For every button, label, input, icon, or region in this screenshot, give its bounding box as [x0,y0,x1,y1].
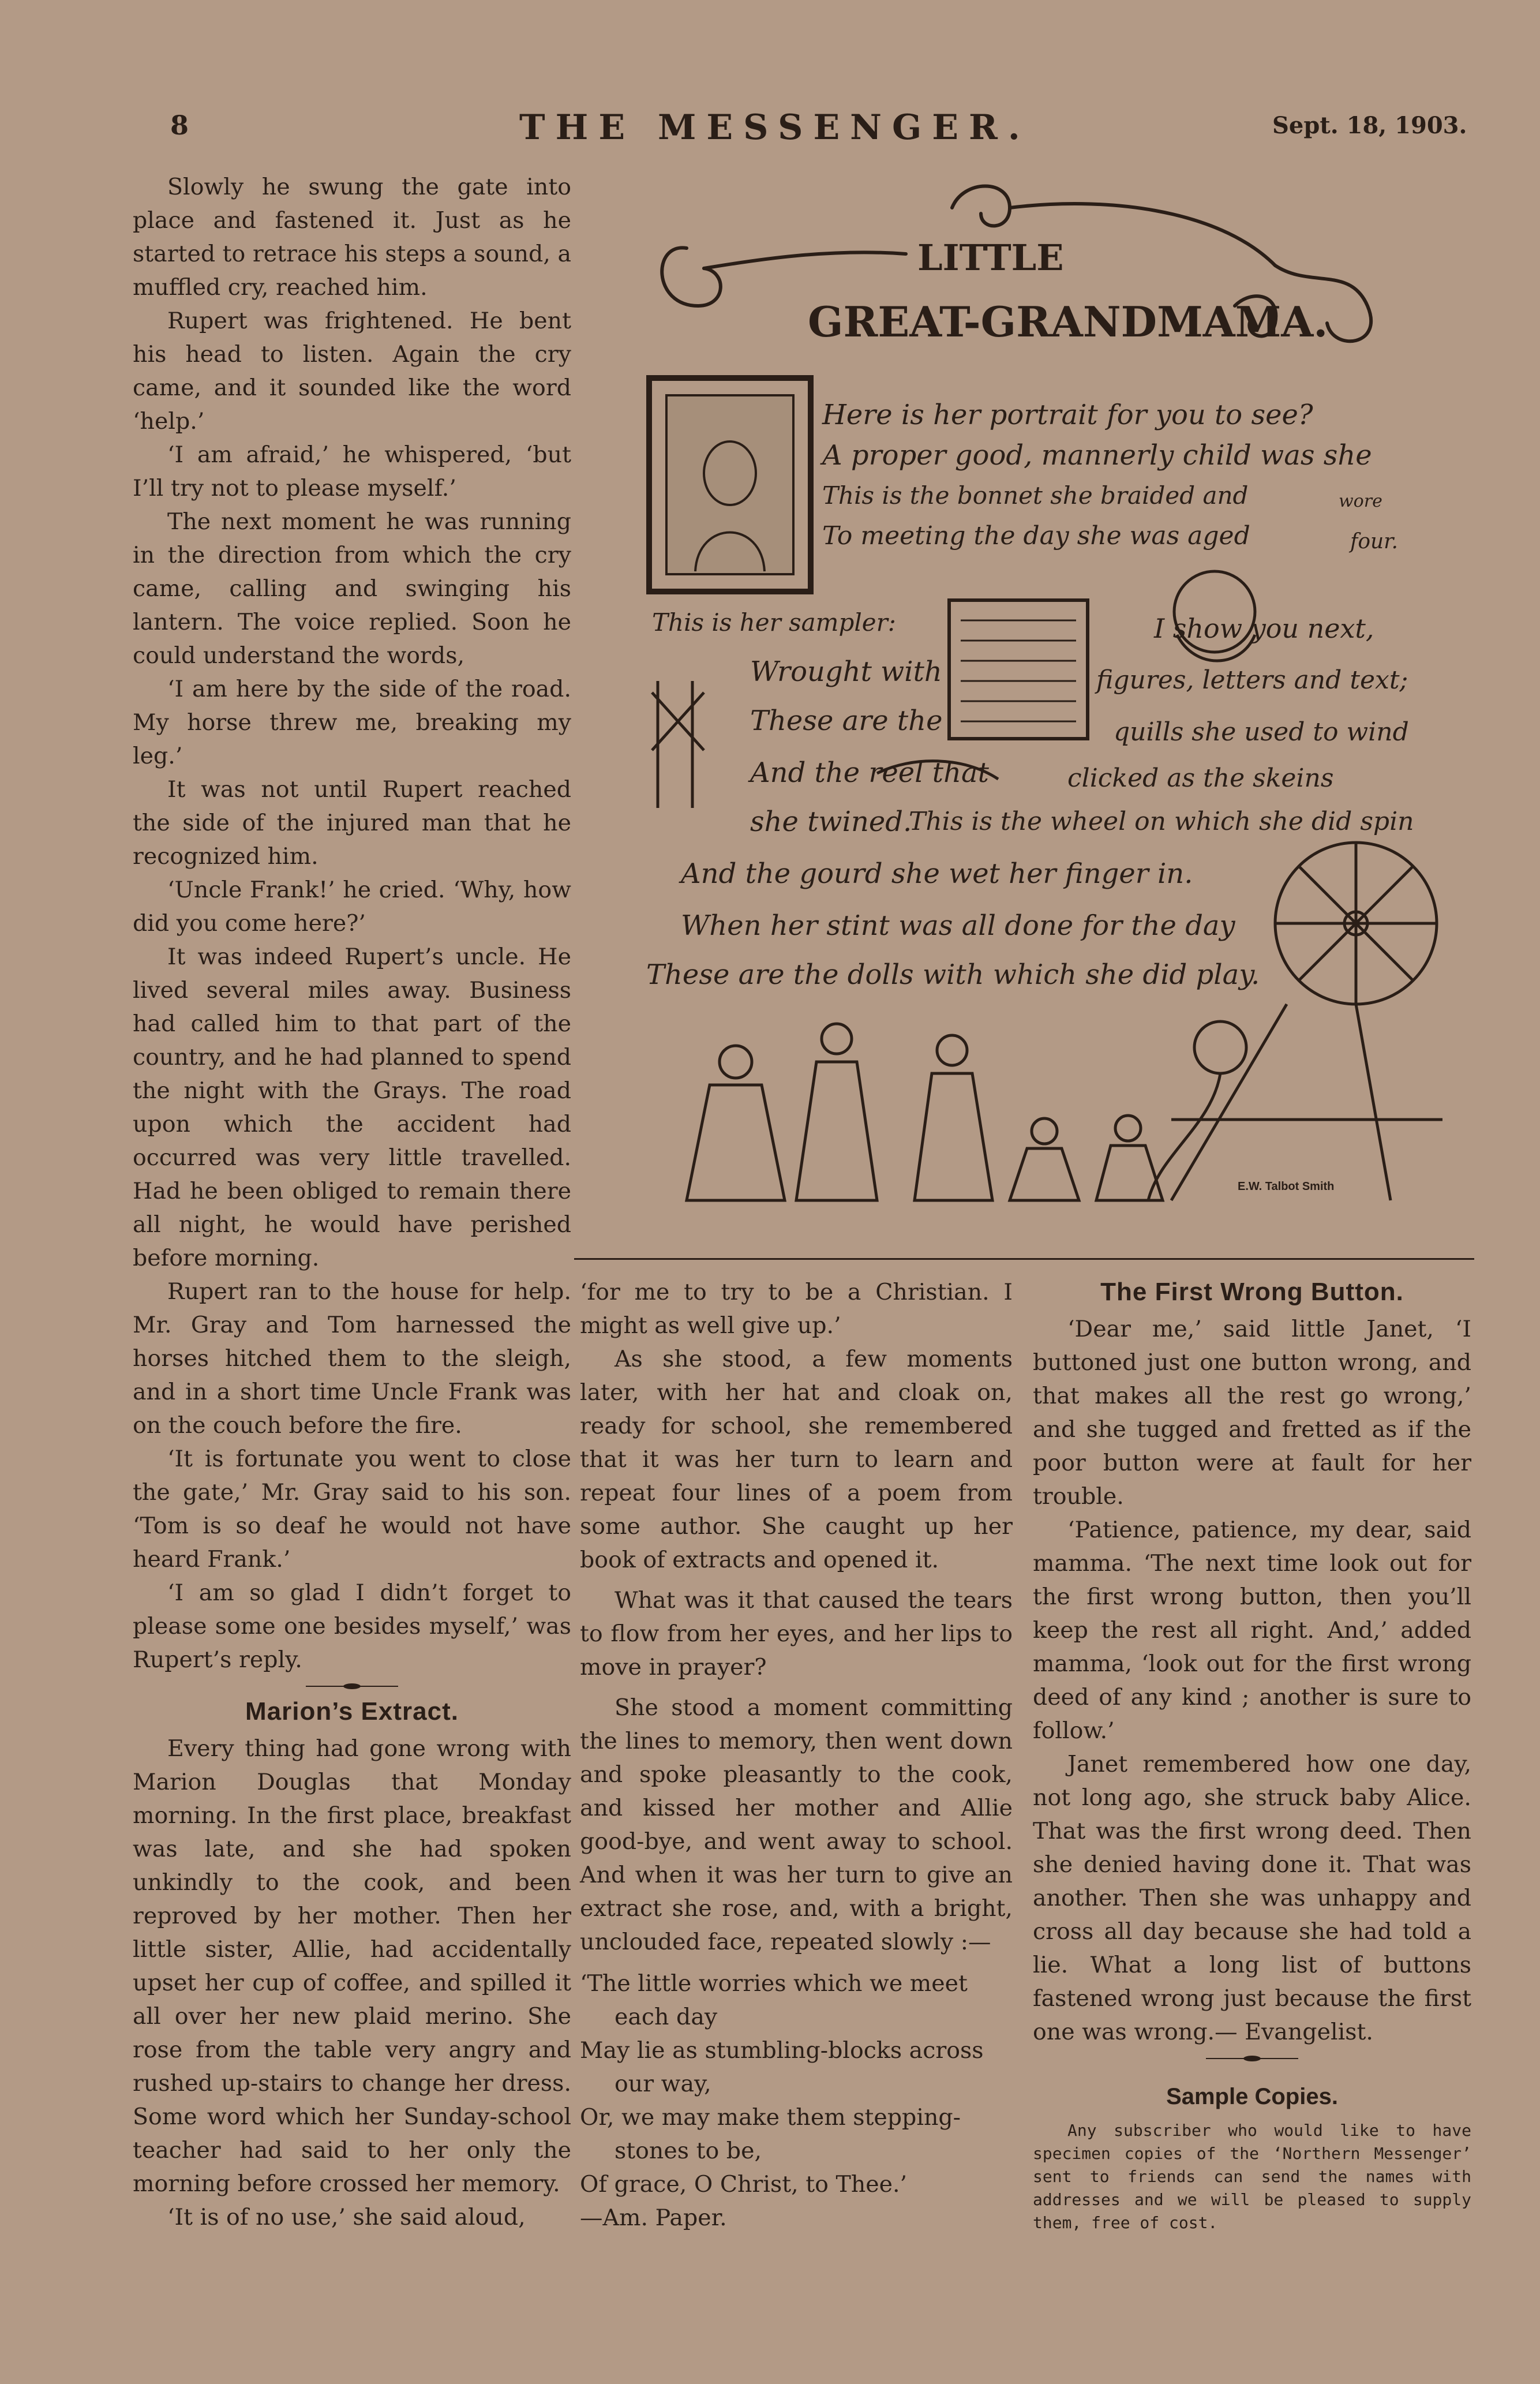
paragraph: ‘It is of no use,’ she said aloud, [167,2204,526,2230]
poem-line: Or, we may make them stepping- [580,2104,961,2131]
paragraph: ‘It is fortunate you went to close the gate,’ Mr. Gray said to his son. ‘Tom is so deaf he would not have heard Frank.’ [133,1446,571,1573]
verse-line: she twined. [750,806,912,838]
top-scroll [952,186,1010,226]
paragraph: Janet remembered how one day, not long ago, she struck baby Alice. That was the first wrong deed. Then she denied having done it. That was another. Then she was unhappy and cross all day because she had told a lie. What a long list of buttons fastened wrong just because the first one was wrong.— Evangelist. [1033,1751,1471,2045]
poem-line: May lie as stumbling-blocks across [580,2037,984,2064]
notice-text: Any subscriber who would like to have specimen copies of the ‘Northern Messenger’ sent to friends can send the names with addresses and we will be pleased to supply them, free of cost. [1033,2121,1471,2232]
notice-title-sample-copies: Sample Copies. [1166,2084,1338,2109]
masthead: THE MESSENGER. [519,107,1031,148]
poem-line: each day [614,2004,718,2030]
verse-line: And the reel that [750,757,989,789]
page-number: 8 [170,110,189,141]
paragraph: ‘Patience, patience, my dear, said mamma. ‘The next time look out for the first wrong button, then you’ll keep the rest all right. And,’ added mamma, ‘look out for the first wrong deed of any kind ; another is sure to follow.’ [1033,1517,1471,1744]
verse-line: quills she used to wind [1114,717,1409,747]
poem-attribution: —Am. Paper. [580,2205,727,2231]
verse-line: figures, letters and text; [1096,665,1408,695]
column-2 [580,1275,1013,2235]
dolls [687,1024,1163,1200]
verse-line: When her stint was all done for the day [681,910,1235,942]
paragraph: Every thing had gone wrong with Marion Douglas that Monday morning. In the first place, breakfast was late, and she had spoken unkindly to the cook, and been reproved by her mother. Then her little sister, Allie, had accidentally upset her cup of coffee, and spilled it all over her new plaid merino. She rose from the table very angry and rushed up-stairs to change her dress. Some word which her Sunday-school teacher had said to her only the morning before crossed her memory. [133,1735,571,2197]
paragraph: ‘I am so glad I didn’t forget to please some one besides myself,’ was Rupert’s reply. [133,1580,571,1673]
verse-line: These are the [750,705,943,737]
illustration-title-line1: LITTLE [917,237,1064,279]
poem-line: stones to be, [614,2138,762,2164]
verse-line: I show you next, [1154,613,1374,644]
artist-signature: E.W. Talbot Smith [1238,1180,1335,1193]
illustration-little-great-grandmama [640,173,1460,1223]
left-scroll [662,248,721,306]
page-header [0,107,1540,156]
verse-line: To meeting the day she was aged [822,521,1250,551]
paragraph: As she stood, a few moments later, with her hat and cloak on, ready for school, she remembered that it was her turn to learn and repeat four lines of a poem from some author. She caught up her book of extracts and opened it. [580,1346,1013,1573]
section-title-marions-extract: Marion’s Extract. [245,1697,459,1726]
flower [1194,1021,1246,1073]
paragraph: Slowly he swung the gate into place and fastened it. Just as he started to retrace his steps a sound, a muffled cry, reached him. [133,174,572,301]
verse-line: clicked as the skeins [1067,764,1334,793]
verse-line: A proper good, mannerly child was she [822,439,1372,471]
section-title-first-wrong-button: The First Wrong Button. [1100,1278,1404,1306]
horizontal-rule [574,1258,1474,1260]
quill-winder [652,681,704,808]
paragraph: The next moment he was running in the direction from which the cry came, calling and swinging his lantern. The voice replied. Soon he could understand the words, [133,508,571,669]
paragraph: ‘Dear me,’ said little Janet, ‘I buttoned just one button wrong, and that makes all the rest go wrong,’ and she tugged and fretted as if the poor button were at fault for her trouble. [1033,1316,1471,1510]
paragraph: It was not until Rupert reached the side of the injured man that he recognized him. [133,776,571,870]
verse-line: This is the wheel on which she did spin [909,807,1414,836]
verse-line: Here is her portrait for you to see? [822,399,1313,431]
column-3 [1033,1275,1471,2235]
paragraph: ‘I am afraid,’ he whispered, ‘but I’ll try not to please myself.’ [133,441,571,501]
poem-line: ‘The little worries which we meet [580,1970,968,1997]
section-divider [306,1682,398,1690]
section-divider [1206,2054,1298,2063]
paragraph: Rupert ran to the house for help. Mr. Gray and Tom harnessed the horses hitched them to the sleigh, and in a short time Uncle Frank was on the couch before the fire. [133,1278,571,1439]
paragraph: ‘I am here by the side of the road. My horse threw me, breaking my leg.’ [133,676,571,769]
verse-line: And the gourd she wet her finger in. [681,858,1193,890]
illustration-title-line2: GREAT-GRANDMAMA. [808,297,1328,346]
poem-line: our way, [614,2071,711,2097]
verse-line: These are the dolls with which she did play. [646,959,1260,991]
paragraph: Rupert was frightened. He bent his head to listen. Again the cry came, and it sounded like the word ‘help.’ [133,308,571,435]
poem [580,1967,1013,2235]
verse-line: This is the bonnet she braided and [822,481,1249,510]
verse-line: wore [1339,491,1382,511]
paragraph: ‘for me to try to be a Christian. I might as well give up.’ [580,1279,1013,1339]
column-1 [133,170,571,2234]
paragraph: She stood a moment committing the lines to memory, then went down and spoke pleasantly to the cook, and kissed her mother and Allie good-bye, and went away to school. And when it was her turn to give an extract she rose, and, with a bright, unclouded face, repeated slowly :— [580,1694,1013,1955]
poem-line: Of grace, O Christ, to Thee.’ [580,2171,908,2198]
paragraph: ‘Uncle Frank!’ he cried. ‘Why, how did you come here?’ [133,877,571,937]
verse-line: four. [1350,530,1398,553]
issue-date: Sept. 18, 1903. [1272,112,1467,139]
paragraph: What was it that caused the tears to flow from her eyes, and her lips to move in prayer? [580,1587,1013,1681]
paragraph: It was indeed Rupert’s uncle. He lived several miles away. Business had called him to that part of the country, and he had planned to spend the night with the Grays. The road upon which the accident had occurred was very little travelled. Had he been obliged to remain there all night, he would have perished before morning. [133,944,571,1271]
verse-line: This is her sampler: [652,608,896,637]
verse-line: Wrought with [750,656,942,688]
